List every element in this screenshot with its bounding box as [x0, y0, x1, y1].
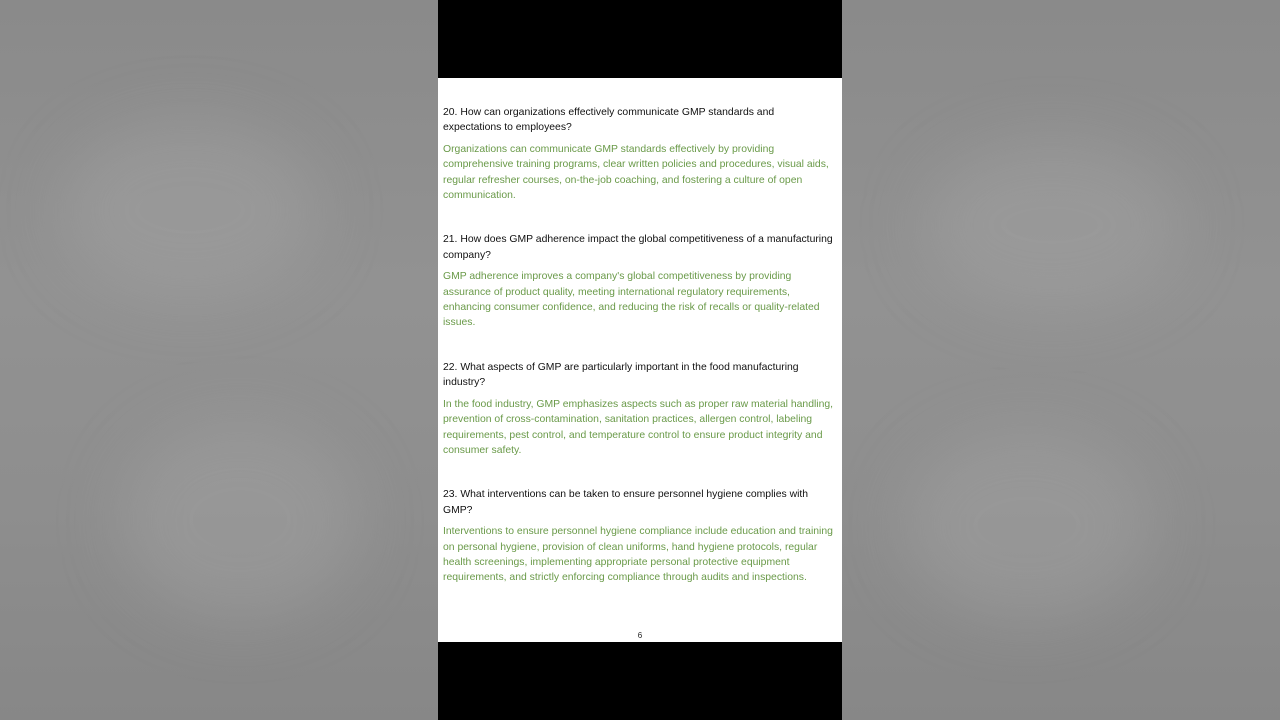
document-page	[438, 78, 842, 642]
question-text: 21. How does GMP adherence impact the global competitiveness of a manufacturing company?	[443, 234, 833, 261]
qa-item-23	[443, 487, 834, 585]
answer-text: Organizations can communicate GMP standards effectively by providing comprehensive training programs, clear written policies and procedures, visual aids, regular refresher courses, on-the-job coaching, and fostering a culture of open communication.	[443, 143, 829, 202]
answer-text: Interventions to ensure personnel hygiene compliance include education and training on personal hygiene, provision of clean uniforms, hand hygiene protocols, regular health screenings, implementing appropriate personal protective equipment requirements, and strictly enforcing compliance through audits and inspections.	[443, 526, 833, 584]
qa-item-22	[443, 360, 834, 458]
page-number: 6	[637, 631, 643, 640]
qa-item-20	[443, 105, 834, 203]
qa-item-21	[443, 232, 834, 330]
answer-text: In the food industry, GMP emphasizes aspects such as proper raw material handling, prevention of cross-contamination, sanitation practices, allergen control, labeling requirements, pest control, and temperature control to ensure product integrity and consumer safety.	[443, 398, 834, 456]
answer-text: GMP adherence improves a company's global competitiveness by providing assurance of product quality, meeting international regulatory requirements, enhancing consumer confidence, and reducing the risk of recalls or quality-related issues.	[443, 271, 820, 329]
blurred-background-left	[0, 0, 438, 720]
question-text: 22. What aspects of GMP are particularly important in the food manufacturing industry?	[443, 361, 799, 389]
question-text: 20. How can organizations effectively communicate GMP standards and expectations to employees?	[443, 107, 775, 134]
blurred-background-right	[842, 0, 1280, 720]
question-text: 23. What interventions can be taken to ensure personnel hygiene complies with GMP?	[443, 489, 809, 516]
